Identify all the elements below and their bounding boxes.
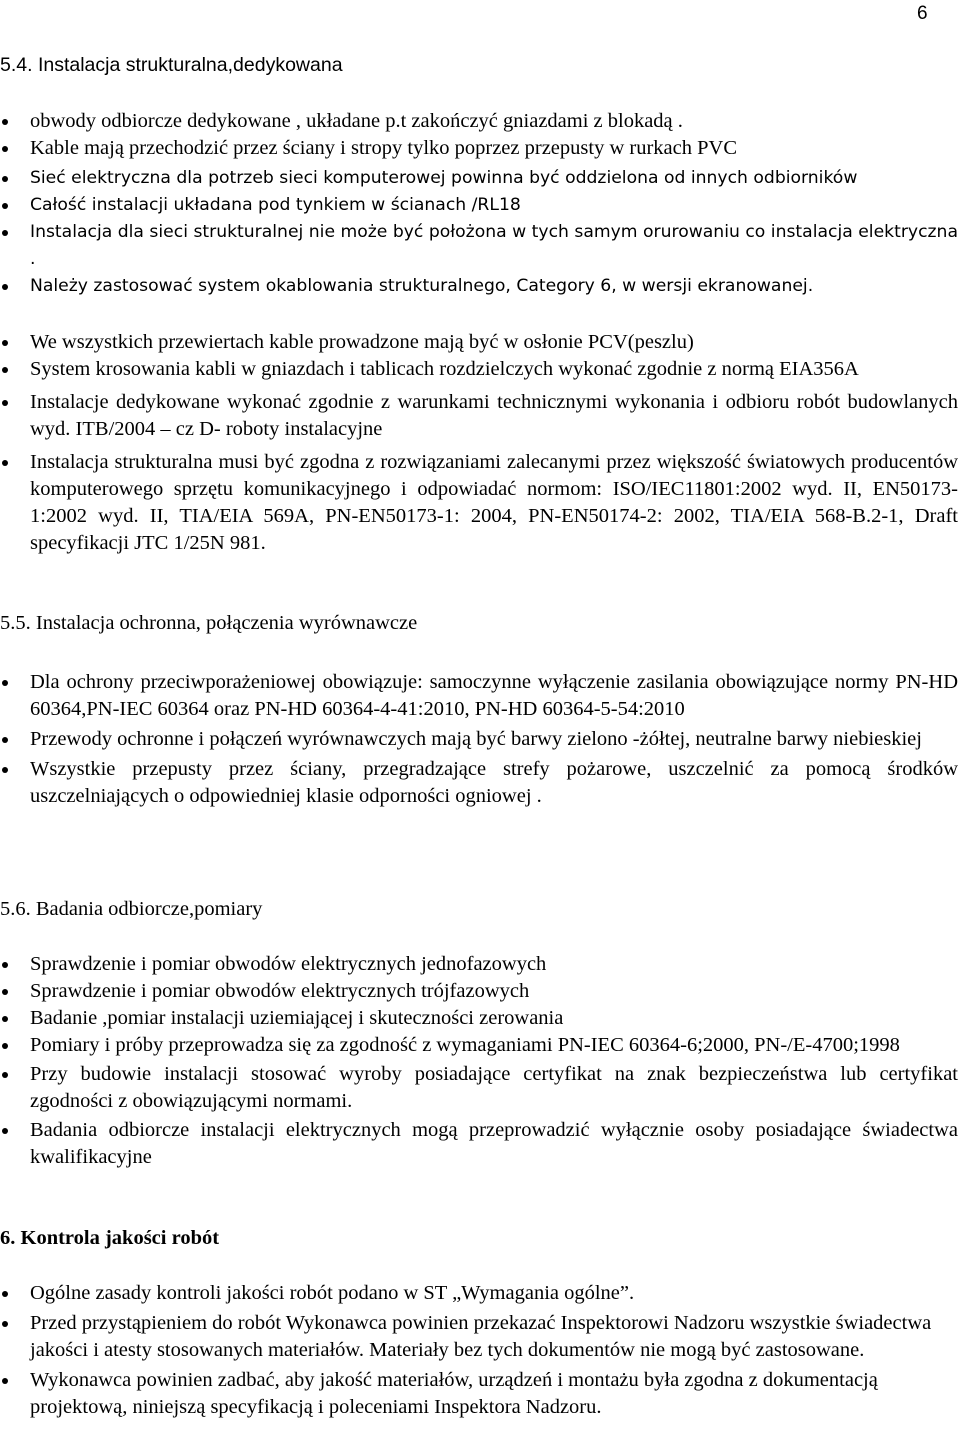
- list-item: Wszystkie przepusty przez ściany, przegradzające strefy pożarowe, uszczelnić za pomocą środków uszczelniających o odpowiedniej klasie odporności ogniowej .: [0, 756, 958, 810]
- section-5-6-list: [0, 951, 958, 1171]
- bullet-icon: [2, 284, 8, 290]
- bullet-icon: [2, 1043, 8, 1049]
- section-5-4-list-c: [0, 329, 958, 557]
- list-item: Instalacja dla sieci strukturalnej nie może być położona w tych samym orurowaniu co instalacja elektryczna .: [0, 219, 958, 273]
- bullet-icon: [2, 1291, 8, 1297]
- list-item: Badanie ,pomiar instalacji uziemiającej i skuteczności zerowania: [0, 1005, 958, 1032]
- bullet-icon: [2, 146, 8, 152]
- list-item: We wszystkich przewiertach kable prowadzone mają być w osłonie PCV(peszlu): [0, 329, 958, 356]
- bullet-icon: [2, 230, 8, 236]
- list-item: Badania odbiorcze instalacji elektrycznych mogą przeprowadzić wyłącznie osoby posiadające świadectwa kwalifikacyjne: [0, 1117, 958, 1171]
- bullet-icon: [2, 989, 8, 995]
- bullet-icon: [2, 1321, 8, 1327]
- list-item: Sieć elektryczna dla potrzeb sieci komputerowej powinna być oddzielona od innych odbiorników: [0, 165, 958, 192]
- section-6-list: [0, 1280, 958, 1421]
- bullet-icon: [2, 1016, 8, 1022]
- bullet-icon: [2, 680, 8, 686]
- bullet-icon: [2, 367, 8, 373]
- list-item: Sprawdzenie i pomiar obwodów elektrycznych trójfazowych: [0, 978, 958, 1005]
- bullet-icon: [2, 962, 8, 968]
- section-5-4-title: 5.4. Instalacja strukturalna,dedykowana: [0, 54, 343, 76]
- bullet-icon: [2, 460, 8, 466]
- list-item: Dla ochrony przeciwporażeniowej obowiązuje: samoczynne wyłączenie zasilania obowiązujące normy PN-HD 60364,PN-IEC 60364 oraz PN-HD 60364-4-41:2010, PN-HD 60364-5-54:2010: [0, 669, 958, 723]
- list-item: Przewody ochronne i połączeń wyrównawczych mają być barwy zielono -żółtej, neutralne barwy niebieskiej: [0, 726, 958, 753]
- page-number: 6: [917, 3, 928, 24]
- bullet-icon: [2, 767, 8, 773]
- bullet-icon: [2, 1072, 8, 1078]
- list-item: Należy zastosować system okablowania strukturalnego, Category 6, w wersji ekranowanej.: [0, 273, 958, 300]
- bullet-icon: [2, 340, 8, 346]
- list-item: Sprawdzenie i pomiar obwodów elektrycznych jednofazowych: [0, 951, 958, 978]
- list-item: obwody odbiorcze dedykowane , układane p.t zakończyć gniazdami z blokadą .: [0, 108, 958, 135]
- list-item: Przed przystąpieniem do robót Wykonawca powinien przekazać Inspektorowi Nadzoru wszystkie świadectwa jakości i atesty stosowanych materiałów. Materiały bez tych dokumentów nie mogą być zastosowane.: [0, 1310, 958, 1364]
- list-item: Instalacja strukturalna musi być zgodna z rozwiązaniami zalecanymi przez większość światowych producentów komputerowego sprzętu komunikacyjnego i odpowiadać normom: ISO/IEC11801:2002 wyd. II, EN50173-1:2002 wyd. II, TIA/EIA 569A, PN-EN50173-1: 2004, PN-EN50174-2: 2002, TIA/EIA 568-B.2-1, Draft specyfikacji JTC 1/25N 981.: [0, 449, 958, 557]
- section-5-4-list-b: [0, 165, 958, 300]
- bullet-icon: [2, 1128, 8, 1134]
- section-5-6-title: 5.6. Badania odbiorcze,pomiary: [0, 898, 263, 920]
- bullet-icon: [2, 119, 8, 125]
- section-6-title: 6. Kontrola jakości robót: [0, 1227, 220, 1249]
- list-item: Wykonawca powinien zadbać, aby jakość materiałów, urządzeń i montażu była zgodna z dokumentacją projektową, niniejszą specyfikacją i poleceniami Inspektora Nadzoru.: [0, 1367, 958, 1421]
- bullet-icon: [2, 203, 8, 209]
- list-item: Ogólne zasady kontroli jakości robót podano w ST „Wymagania ogólne”.: [0, 1280, 958, 1307]
- list-item: Przy budowie instalacji stosować wyroby posiadające certyfikat na znak bezpieczeństwa lub certyfikat zgodności z obowiązującymi normami.: [0, 1061, 958, 1115]
- list-item: System krosowania kabli w gniazdach i tablicach rozdzielczych wykonać zgodnie z normą EIA356A: [0, 356, 958, 383]
- list-item: Całość instalacji układana pod tynkiem w ścianach /RL18: [0, 192, 958, 219]
- bullet-icon: [2, 176, 8, 182]
- section-5-5-title: 5.5. Instalacja ochronna, połączenia wyrównawcze: [0, 612, 418, 634]
- list-item: Kable mają przechodzić przez ściany i stropy tylko poprzez przepusty w rurkach PVC: [0, 135, 958, 162]
- bullet-icon: [2, 400, 8, 406]
- list-item: Pomiary i próby przeprowadza się za zgodność z wymaganiami PN-IEC 60364-6;2000, PN-/E-4700;1998: [0, 1032, 958, 1059]
- section-5-5-list: [0, 669, 958, 810]
- section-5-4-list-a: [0, 108, 958, 162]
- bullet-icon: [2, 737, 8, 743]
- list-item: Instalacje dedykowane wykonać zgodnie z warunkami technicznymi wykonania i odbioru robót budowlanych wyd. ITB/2004 – cz D- roboty instalacyjne: [0, 389, 958, 443]
- bullet-icon: [2, 1378, 8, 1384]
